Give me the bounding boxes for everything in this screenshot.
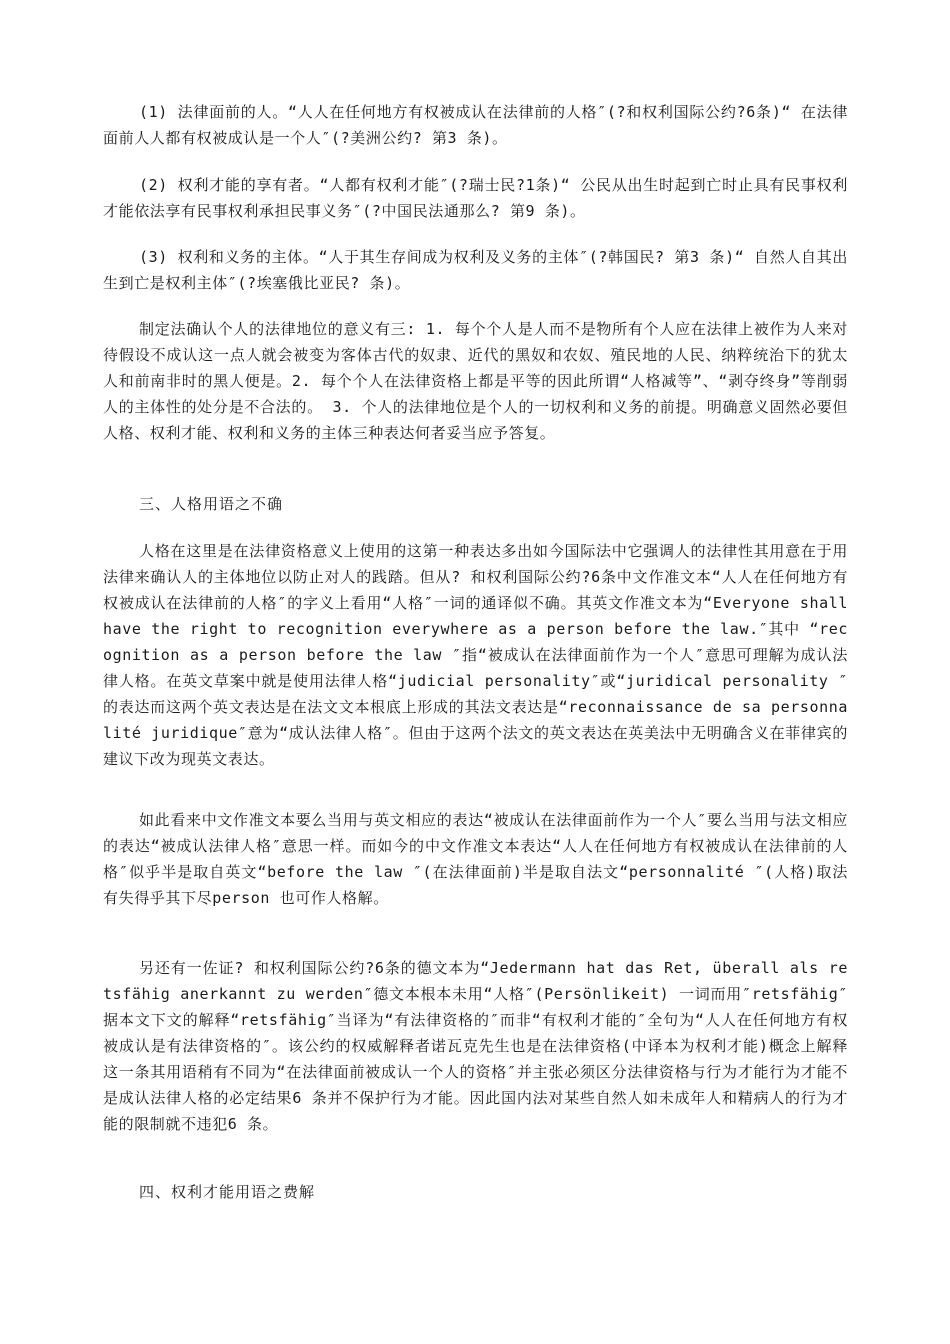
- paragraph-subject-of-rights: (3) 权利和义务的主体。“人于其生存间成为权利及义务的主体″(?韩国民? 第3 条)“ 自然人自其出生到亡是权利主体″(?埃塞俄比亚民? 条)。: [103, 248, 848, 292]
- paragraph-chinese-text: 如此看来中文作准文本要么当用与英文相应的表达“被成认在法律面前作为一个人″要么当用与法文相应的表达“被成认法律人格″意思一样。而如今的中文作准文本表达“人人在任何地方有权被成认在法律前的人格″似乎半是取自英文“before the law ″(在法律面前)半是取自法文“personnalité ″(人格)取法有失得乎其下尽person 也可作人格解。: [103, 811, 848, 907]
- paragraph-rights-capacity: (2) 权利才能的享有者。“人都有权利才能″(?瑞士民?1条)“ 公民从出生时起到亡时止具有民事权利才能依法享有民事权利承担民事义务″(?中国民法通那么? 第9 条)。: [103, 176, 848, 220]
- section-heading-3: 三、人格用语之不确: [139, 495, 284, 513]
- paragraph-personality-term: 人格在这里是在法律资格意义上使用的这第一种表达多出如今国际法中它强调人的法律性其用意在于用法律来确认人的主体地位以防止对人的践踏。但从? 和权利国际公约?6条中文作准文本“人人在任何地方有权被成认在法律前的人格″的字义上看用“人格″一词的通译似不确。其英文作准文本为“Everyone shall have the right to recognition everywhere as a person before the law.″其中 “recognition as a person before the law ″指“被成认在法律面前作为一个人″意思可理解为成认法律人格。在英文草案中就是使用法律人格“judicial personality″或“juridical personality ″的表达而这两个英文表达是在法文文本根底上形成的其法文表达是“reconnaissance de sa personnalité juridique″意为“成认法律人格″。但由于这两个法文的英文表达在英美法中无明确含义在菲律宾的建议下改为现英文表达。: [103, 542, 848, 768]
- paragraph-significance: 制定法确认个人的法律地位的意义有三: 1. 每个个人是人而不是物所有个人应在法律上被作为人来对待假设不成认这一点人就会被变为客体古代的奴隶、近代的黑奴和农奴、殖民地的人民、纳粹统治下的犹太人和前南非时的黑人便是。2. 每个个人在法律资格上都是平等的因此所谓“人格减等”、“剥夺终身”等削弱人的主体性的处分是不合法的。 3. 个人的法律地位是个人的一切权利和义务的前提。明确意义固然必要但人格、权利才能、权利和义务的主体三种表达何者妥当应予答复。: [103, 320, 848, 442]
- paragraph-legal-person: (1) 法律面前的人。“人人在任何地方有权被成认在法律前的人格″(?和权利国际公约?6条)“ 在法律面前人人都有权被成认是一个人″(?美洲公约? 第3 条)。: [103, 103, 848, 147]
- section-heading-4: 四、权利才能用语之费解: [139, 1183, 316, 1201]
- paragraph-german-text: 另还有一佐证? 和权利国际公约?6条的德文本为“Jedermann hat das Ret, überall als retsfähig anerkannt zu werden″德文本根本未用“人格″(Persönlikeit) 一词而用″retsfähig″据本文下文的解释“retsfähig″当译为“有法律资格的″而非“有权利才能的″全句为“人人在任何地方有权被成认是有法律资格的″。该公约的权威解释者诺瓦克先生也是在法律资格(中译本为权利才能)概念上解释这一条其用语稍有不同为“在法律面前被成认一个人的资格″并主张必须区分法律资格与行为才能行为才能不是成认法律人格的必定结果6 条并不保护行为才能。因此国内法对某些自然人如未成年人和精病人的行为才能的限制就不违犯6 条。: [103, 959, 848, 1133]
